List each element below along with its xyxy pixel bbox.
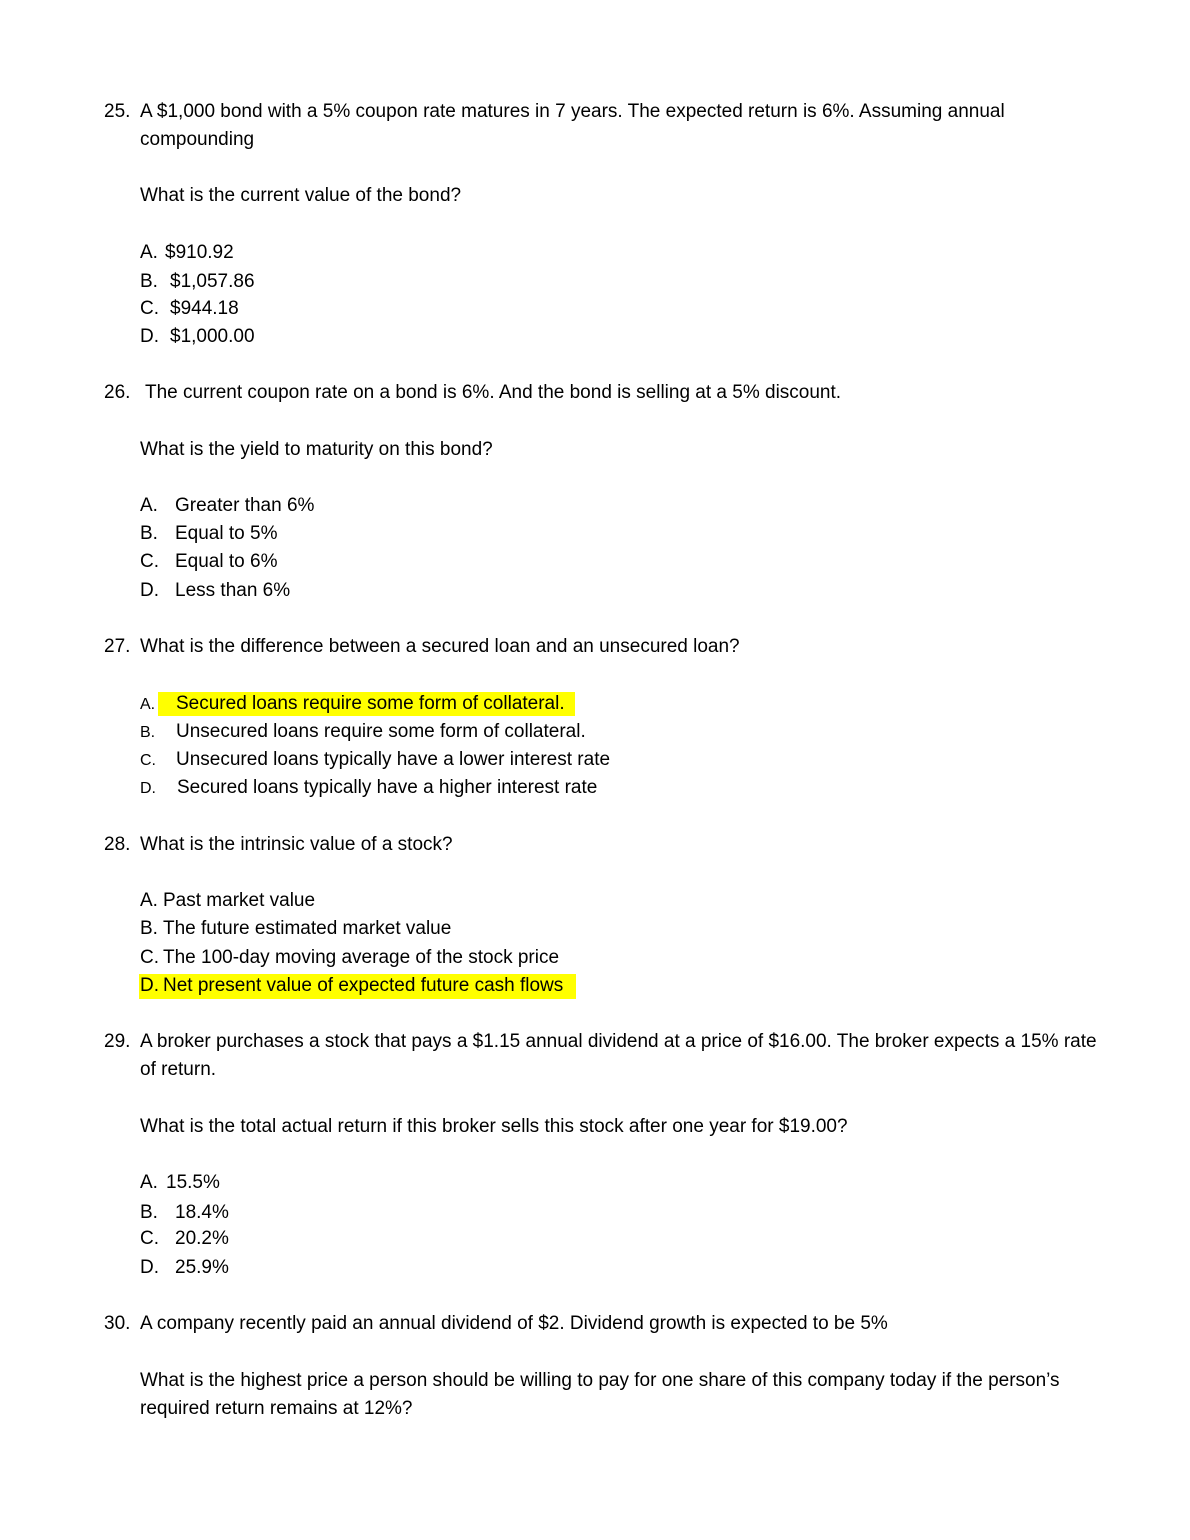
option-text: Equal to 6% (175, 551, 278, 572)
question-number: 30. (104, 1313, 131, 1334)
question-number: 25. (104, 101, 131, 122)
option-letter: D. (140, 1257, 159, 1278)
option-letter: D. (140, 580, 159, 601)
option-letter: B. (140, 724, 156, 741)
question-stem-line: compounding (140, 129, 255, 150)
question-prompt: required return remains at 12%? (140, 1398, 413, 1419)
option-letter: D. (140, 975, 159, 996)
option-text: Unsecured loans require some form of collateral. (176, 721, 586, 742)
option-letter: A. (140, 495, 158, 516)
option-text: $1,000.00 (170, 326, 255, 347)
option-letter: C. (140, 551, 159, 572)
option-letter: A. (140, 1172, 158, 1193)
question-prompt: What is the yield to maturity on this bond? (140, 439, 493, 460)
question-stem-line: What is the intrinsic value of a stock? (140, 834, 453, 855)
option-letter: A. (140, 242, 158, 263)
option-letter: C. (140, 947, 159, 968)
option-text: 18.4% (175, 1202, 229, 1223)
question-stem-line: of return. (140, 1059, 217, 1080)
option-text: $1,057.86 (170, 271, 255, 292)
option-letter: C. (140, 752, 156, 769)
option-text: Secured loans typically have a higher interest rate (177, 777, 598, 798)
question-number: 27. (104, 636, 131, 657)
option-text: 25.9% (175, 1257, 229, 1278)
option-text: Secured loans require some form of collateral. (176, 693, 565, 714)
option-letter: D. (140, 780, 156, 797)
option-letter: B. (140, 1202, 158, 1223)
question-prompt: What is the total actual return if this broker sells this stock after one year for $19.00? (140, 1116, 848, 1137)
option-letter: A. (140, 890, 158, 911)
question-stem-line: The current coupon rate on a bond is 6%. And the bond is selling at a 5% discount. (145, 382, 842, 403)
option-text: The future estimated market value (163, 918, 452, 939)
option-letter: C. (140, 1228, 159, 1249)
question-stem-line: A company recently paid an annual dividend of $2. Dividend growth is expected to be 5% (140, 1313, 888, 1334)
option-text: Equal to 5% (175, 523, 278, 544)
option-text: $944.18 (170, 298, 239, 319)
question-stem-line: A broker purchases a stock that pays a $1.15 annual dividend at a price of $16.00. The broker expects a 15% rate (140, 1031, 1097, 1052)
option-text: 20.2% (175, 1228, 229, 1249)
question-number: 28. (104, 834, 131, 855)
option-letter: B. (140, 523, 158, 544)
option-text: Less than 6% (175, 580, 291, 601)
question-prompt: What is the current value of the bond? (140, 185, 462, 206)
option-text: Past market value (163, 890, 316, 911)
option-text: $910.92 (165, 242, 234, 263)
option-letter: C. (140, 298, 159, 319)
option-text: 15.5% (166, 1172, 220, 1193)
option-letter: A. (140, 696, 156, 713)
option-text: Greater than 6% (175, 495, 315, 516)
question-prompt: What is the highest price a person should be willing to pay for one share of this company today if the person’s (140, 1370, 1060, 1391)
option-letter: B. (140, 271, 158, 292)
option-letter: D. (140, 326, 159, 347)
question-stem-line: What is the difference between a secured loan and an unsecured loan? (140, 636, 740, 657)
option-text: Unsecured loans typically have a lower interest rate (176, 749, 611, 770)
option-text: The 100-day moving average of the stock price (163, 947, 560, 968)
question-stem-line: A $1,000 bond with a 5% coupon rate matures in 7 years. The expected return is 6%. Assuming annual (140, 101, 1005, 122)
question-number: 29. (104, 1031, 131, 1052)
option-text: Net present value of expected future cash flows (163, 975, 564, 996)
option-letter: B. (140, 918, 158, 939)
question-number: 26. (104, 382, 131, 403)
